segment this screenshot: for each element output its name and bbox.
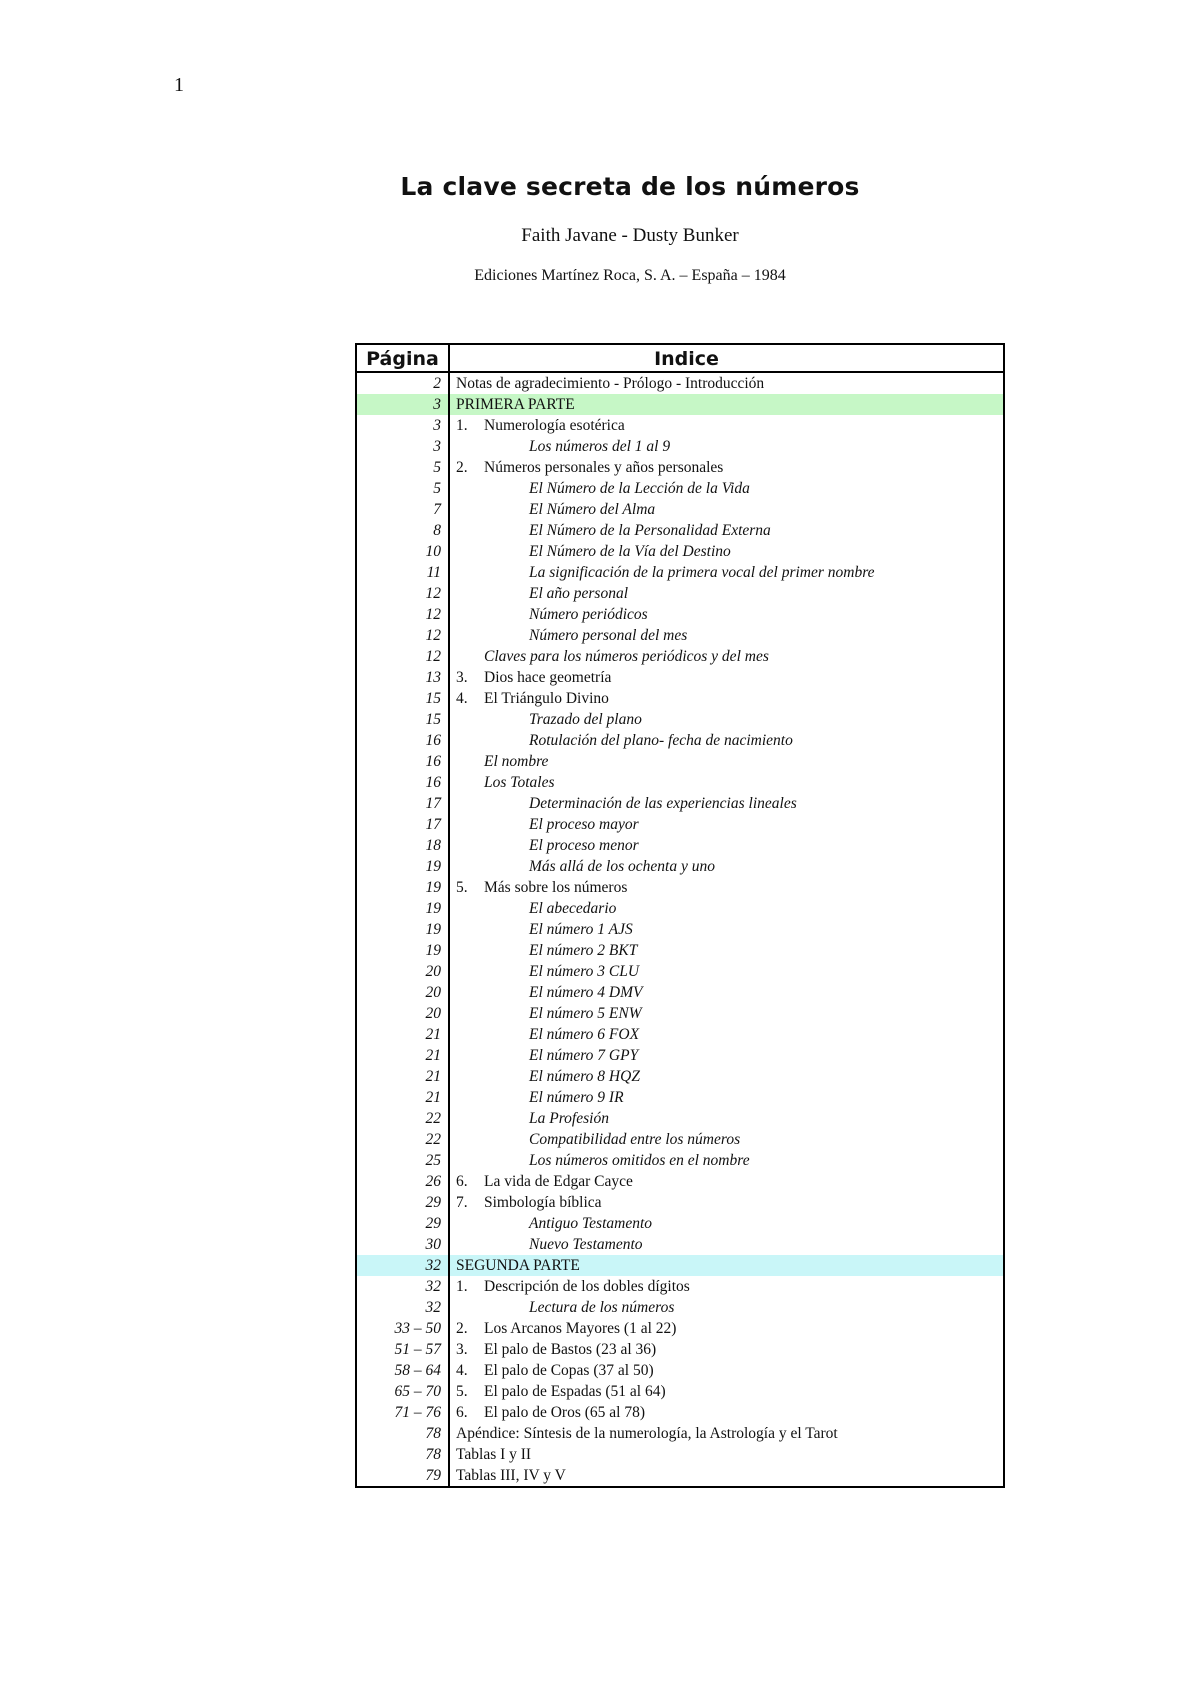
- table-row: [357, 1444, 1003, 1465]
- row-entry: [450, 457, 1003, 478]
- table-row: [357, 1255, 1003, 1276]
- row-entry: [450, 1276, 1003, 1297]
- row-page-number: 19: [357, 940, 450, 961]
- row-page-number: 8: [357, 520, 450, 541]
- row-entry-text: Descripción de los dobles dígitos: [484, 1278, 690, 1295]
- row-page-number: 19: [357, 919, 450, 940]
- row-entry-text: El palo de Espadas (51 al 64): [484, 1383, 666, 1400]
- row-entry-text: Compatibilidad entre los números: [529, 1131, 741, 1148]
- table-header: [357, 345, 1003, 373]
- row-entry: [450, 1465, 1003, 1486]
- row-entry-number: 1.: [456, 1278, 468, 1295]
- row-entry: [450, 1444, 1003, 1465]
- row-page-number: 17: [357, 793, 450, 814]
- row-entry: [450, 394, 1003, 415]
- row-entry: [450, 688, 1003, 709]
- row-page-number: 15: [357, 709, 450, 730]
- row-entry-number: 5.: [456, 879, 468, 896]
- row-entry: [450, 1024, 1003, 1045]
- row-page-number: 51 – 57: [357, 1339, 450, 1360]
- row-entry: [450, 415, 1003, 436]
- row-page-number: 3: [357, 394, 450, 415]
- row-entry-text: El número 5 ENW: [529, 1005, 642, 1022]
- header-index: Indice: [654, 348, 719, 370]
- row-entry: [450, 583, 1003, 604]
- row-entry: [450, 1318, 1003, 1339]
- row-entry: [450, 1360, 1003, 1381]
- row-entry-text: Los números del 1 al 9: [529, 438, 671, 455]
- table-row: [357, 1213, 1003, 1234]
- table-row: [357, 478, 1003, 499]
- table-row: [357, 415, 1003, 436]
- row-page-number: 15: [357, 688, 450, 709]
- row-entry: [450, 1213, 1003, 1234]
- row-entry: [450, 772, 1003, 793]
- row-entry-number: 6.: [456, 1404, 468, 1421]
- row-entry: [450, 520, 1003, 541]
- row-page-number: 20: [357, 982, 450, 1003]
- table-row: [357, 1003, 1003, 1024]
- row-entry: [450, 751, 1003, 772]
- row-entry: [450, 373, 1003, 394]
- table-row: [357, 499, 1003, 520]
- table-row: [357, 814, 1003, 835]
- table-row: [357, 520, 1003, 541]
- row-page-number: 5: [357, 457, 450, 478]
- row-entry-text: El proceso mayor: [529, 816, 639, 833]
- row-entry-number: 7.: [456, 1194, 468, 1211]
- row-page-number: 11: [357, 562, 450, 583]
- row-entry-text: El palo de Bastos (23 al 36): [484, 1341, 657, 1358]
- row-page-number: 30: [357, 1234, 450, 1255]
- table-row: [357, 688, 1003, 709]
- row-entry-number: 4.: [456, 1362, 468, 1379]
- row-entry-text: El Triángulo Divino: [484, 690, 609, 707]
- row-page-number: 58 – 64: [357, 1360, 450, 1381]
- row-entry-text: El número 7 GPY: [529, 1047, 639, 1064]
- row-entry-text: Trazado del plano: [529, 711, 642, 728]
- row-entry-text: Apéndice: Síntesis de la numerología, la Astrología y el Tarot: [456, 1425, 838, 1442]
- row-entry-text: Tablas III, IV y V: [456, 1467, 566, 1484]
- table-row: [357, 1402, 1003, 1423]
- table-row: [357, 772, 1003, 793]
- table-row: [357, 373, 1003, 394]
- row-entry-text: Numerología esotérica: [484, 417, 625, 434]
- table-of-contents: [355, 343, 1005, 1488]
- row-page-number: 17: [357, 814, 450, 835]
- row-entry-text: El nombre: [484, 753, 549, 770]
- row-entry: [450, 1129, 1003, 1150]
- row-entry-text: El abecedario: [529, 900, 617, 917]
- row-page-number: 2: [357, 373, 450, 394]
- row-entry-text: El número 8 HQZ: [529, 1068, 640, 1085]
- row-entry: [450, 814, 1003, 835]
- table-row: [357, 1297, 1003, 1318]
- row-entry: [450, 730, 1003, 751]
- table-row: [357, 604, 1003, 625]
- row-page-number: 21: [357, 1066, 450, 1087]
- row-entry-text: Dios hace geometría: [484, 669, 612, 686]
- table-row: [357, 940, 1003, 961]
- row-page-number: 21: [357, 1045, 450, 1066]
- row-entry: [450, 1003, 1003, 1024]
- row-page-number: 18: [357, 835, 450, 856]
- row-page-number: 12: [357, 646, 450, 667]
- row-entry-text: El Número de la Vía del Destino: [529, 543, 731, 560]
- row-page-number: 20: [357, 961, 450, 982]
- row-entry: [450, 1381, 1003, 1402]
- table-row: [357, 898, 1003, 919]
- row-page-number: 12: [357, 604, 450, 625]
- row-entry-text: El palo de Copas (37 al 50): [484, 1362, 654, 1379]
- row-entry: [450, 562, 1003, 583]
- row-entry-text: La vida de Edgar Cayce: [484, 1173, 633, 1190]
- row-entry-text: El palo de Oros (65 al 78): [484, 1404, 645, 1421]
- row-page-number: 71 – 76: [357, 1402, 450, 1423]
- row-page-number: 25: [357, 1150, 450, 1171]
- row-entry-text: El número 4 DMV: [529, 984, 643, 1001]
- row-page-number: 78: [357, 1423, 450, 1444]
- row-entry-number: 2.: [456, 459, 468, 476]
- table-row: [357, 1192, 1003, 1213]
- row-page-number: 22: [357, 1108, 450, 1129]
- row-entry-text: El año personal: [529, 585, 629, 602]
- table-row: [357, 793, 1003, 814]
- table-body: [357, 373, 1003, 1486]
- row-entry: [450, 1171, 1003, 1192]
- row-page-number: 29: [357, 1213, 450, 1234]
- row-entry-text: El número 1 AJS: [529, 921, 633, 938]
- page-number: 1: [174, 74, 184, 96]
- publisher: Ediciones Martínez Roca, S. A. – España – 1984: [474, 267, 786, 284]
- row-page-number: 79: [357, 1465, 450, 1486]
- row-page-number: 19: [357, 898, 450, 919]
- row-entry: [450, 478, 1003, 499]
- row-page-number: 16: [357, 751, 450, 772]
- row-page-number: 10: [357, 541, 450, 562]
- row-entry-number: 1.: [456, 417, 468, 434]
- row-page-number: 7: [357, 499, 450, 520]
- row-entry: [450, 646, 1003, 667]
- row-entry-text: Determinación de las experiencias lineales: [529, 795, 797, 812]
- header-page: Página: [357, 345, 450, 371]
- row-page-number: 16: [357, 730, 450, 751]
- row-entry-text: Más sobre los números: [484, 879, 628, 896]
- row-entry-text: El Número de la Personalidad Externa: [529, 522, 771, 539]
- table-row: [357, 1276, 1003, 1297]
- row-entry-text: Simbología bíblica: [484, 1194, 602, 1211]
- row-page-number: 32: [357, 1276, 450, 1297]
- row-page-number: 19: [357, 877, 450, 898]
- table-row: [357, 583, 1003, 604]
- table-row: [357, 625, 1003, 646]
- authors: Faith Javane - Dusty Bunker: [521, 225, 739, 246]
- row-entry-text: La significación de la primera vocal del primer nombre: [529, 564, 875, 581]
- table-row: [357, 835, 1003, 856]
- table-row: [357, 877, 1003, 898]
- row-entry-number: 2.: [456, 1320, 468, 1337]
- row-entry: [450, 541, 1003, 562]
- row-entry-text: El Número del Alma: [529, 501, 656, 518]
- row-entry-text: Más allá de los ochenta y uno: [529, 858, 715, 875]
- table-row: [357, 1087, 1003, 1108]
- row-entry: [450, 898, 1003, 919]
- table-row: [357, 1171, 1003, 1192]
- table-row: [357, 1150, 1003, 1171]
- row-entry-text: SEGUNDA PARTE: [456, 1257, 580, 1274]
- row-entry: [450, 1339, 1003, 1360]
- row-entry: [450, 1297, 1003, 1318]
- row-entry-text: Los Arcanos Mayores (1 al 22): [484, 1320, 677, 1337]
- row-entry-text: El número 9 IR: [529, 1089, 624, 1106]
- table-row: [357, 751, 1003, 772]
- row-page-number: 3: [357, 436, 450, 457]
- table-row: [357, 1066, 1003, 1087]
- row-entry: [450, 856, 1003, 877]
- table-row: [357, 1129, 1003, 1150]
- table-row: [357, 1360, 1003, 1381]
- row-entry: [450, 667, 1003, 688]
- row-page-number: 20: [357, 1003, 450, 1024]
- row-page-number: 29: [357, 1192, 450, 1213]
- row-page-number: 22: [357, 1129, 450, 1150]
- row-entry-text: Tablas I y II: [456, 1446, 532, 1463]
- row-entry: [450, 1234, 1003, 1255]
- table-row: [357, 646, 1003, 667]
- row-entry: [450, 1255, 1003, 1276]
- table-row: [357, 1423, 1003, 1444]
- table-row: [357, 961, 1003, 982]
- row-entry: [450, 793, 1003, 814]
- table-row: [357, 709, 1003, 730]
- table-row: [357, 562, 1003, 583]
- row-entry: [450, 1066, 1003, 1087]
- table-row: [357, 436, 1003, 457]
- row-entry: [450, 940, 1003, 961]
- row-entry-text: La Profesión: [529, 1110, 609, 1127]
- row-entry: [450, 709, 1003, 730]
- document-title: La clave secreta de los números: [400, 172, 860, 201]
- row-entry: [450, 604, 1003, 625]
- table-row: [357, 1318, 1003, 1339]
- row-entry-text: Rotulación del plano- fecha de nacimiento: [529, 732, 793, 749]
- row-entry-text: Los números omitidos en el nombre: [529, 1152, 750, 1169]
- table-row: [357, 667, 1003, 688]
- row-page-number: 19: [357, 856, 450, 877]
- row-entry-text: El número 2 BKT: [529, 942, 638, 959]
- table-row: [357, 1339, 1003, 1360]
- row-entry: [450, 1150, 1003, 1171]
- row-entry: [450, 1402, 1003, 1423]
- row-page-number: 26: [357, 1171, 450, 1192]
- row-entry: [450, 877, 1003, 898]
- row-entry: [450, 625, 1003, 646]
- row-entry-text: El número 6 FOX: [529, 1026, 640, 1043]
- row-entry-number: 3.: [456, 669, 468, 686]
- row-entry-text: Número personal del mes: [529, 627, 688, 644]
- row-entry: [450, 1192, 1003, 1213]
- row-entry: [450, 436, 1003, 457]
- row-entry-text: Claves para los números periódicos y del mes: [484, 648, 769, 665]
- row-entry-text: Número periódicos: [529, 606, 648, 623]
- table-row: [357, 982, 1003, 1003]
- row-page-number: 21: [357, 1087, 450, 1108]
- row-entry-text: PRIMERA PARTE: [456, 396, 575, 413]
- table-row: [357, 1108, 1003, 1129]
- row-page-number: 32: [357, 1297, 450, 1318]
- row-entry: [450, 1087, 1003, 1108]
- table-row: [357, 1465, 1003, 1486]
- row-entry-text: Notas de agradecimiento - Prólogo - Introducción: [456, 375, 765, 392]
- row-page-number: 5: [357, 478, 450, 499]
- table-row: [357, 1234, 1003, 1255]
- row-entry: [450, 835, 1003, 856]
- row-page-number: 21: [357, 1024, 450, 1045]
- row-page-number: 78: [357, 1444, 450, 1465]
- row-entry-text: Lectura de los números: [529, 1299, 675, 1316]
- row-page-number: 33 – 50: [357, 1318, 450, 1339]
- row-entry: [450, 1045, 1003, 1066]
- table-row: [357, 1045, 1003, 1066]
- row-page-number: 16: [357, 772, 450, 793]
- table-row: [357, 1381, 1003, 1402]
- row-entry-text: El número 3 CLU: [529, 963, 640, 980]
- row-entry: [450, 961, 1003, 982]
- table-row: [357, 730, 1003, 751]
- row-entry-text: Antiguo Testamento: [529, 1215, 653, 1232]
- row-entry: [450, 499, 1003, 520]
- row-entry: [450, 982, 1003, 1003]
- row-page-number: 65 – 70: [357, 1381, 450, 1402]
- row-page-number: 13: [357, 667, 450, 688]
- table-row: [357, 1024, 1003, 1045]
- row-entry-number: 4.: [456, 690, 468, 707]
- row-entry: [450, 1108, 1003, 1129]
- row-page-number: 12: [357, 583, 450, 604]
- row-page-number: 3: [357, 415, 450, 436]
- row-page-number: 12: [357, 625, 450, 646]
- table-row: [357, 919, 1003, 940]
- table-row: [357, 457, 1003, 478]
- table-row: [357, 541, 1003, 562]
- row-entry: [450, 1423, 1003, 1444]
- row-entry-text: El proceso menor: [529, 837, 639, 854]
- row-entry-number: 3.: [456, 1341, 468, 1358]
- row-entry-text: Números personales y años personales: [484, 459, 724, 476]
- row-entry-text: Los Totales: [484, 774, 555, 791]
- row-page-number: 32: [357, 1255, 450, 1276]
- table-row: [357, 394, 1003, 415]
- row-entry: [450, 919, 1003, 940]
- row-entry-number: 6.: [456, 1173, 468, 1190]
- row-entry-text: El Número de la Lección de la Vida: [529, 480, 750, 497]
- row-entry-number: 5.: [456, 1383, 468, 1400]
- row-entry-text: Nuevo Testamento: [529, 1236, 643, 1253]
- table-row: [357, 856, 1003, 877]
